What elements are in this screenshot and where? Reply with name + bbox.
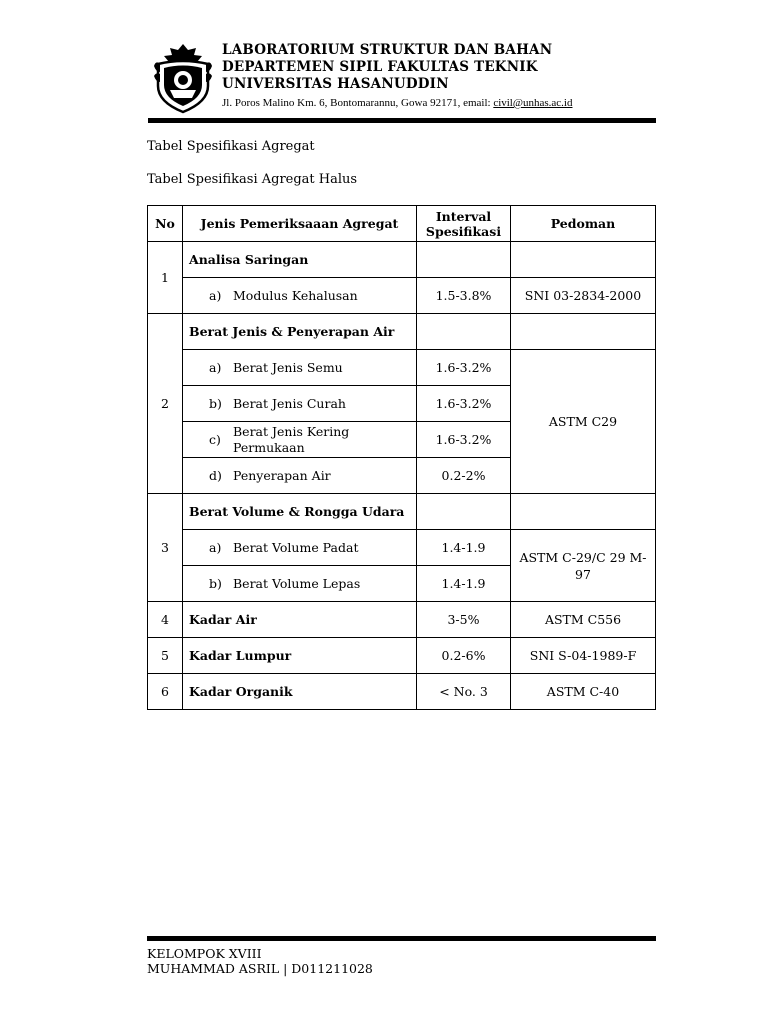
category-title: Kadar Organik [183,674,417,710]
header-divider [148,118,656,123]
row-number: 6 [148,674,183,710]
table-caption: Tabel Spesifikasi Agregat [147,139,315,154]
table-row [148,314,656,350]
table-row [148,350,656,386]
sub-item: a) Modulus Kehalusan [183,278,417,314]
interval-value: 3-5% [417,602,511,638]
table-row [148,242,656,278]
col-no: No [148,206,183,242]
table-row [148,638,656,674]
interval-value: 1.4-1.9 [417,530,511,566]
pedoman-value: ASTM C-29/C 29 M-97 [511,530,656,602]
letterhead [148,40,656,126]
sub-item: a) Berat Jenis Semu [183,350,417,386]
sub-item: d) Penyerapan Air [183,458,417,494]
letterhead-text [222,42,572,110]
table-header-row [148,206,656,242]
table-subcaption: Tabel Spesifikasi Agregat Halus [147,172,358,187]
email-link[interactable]: civil@unhas.ac.id [493,97,573,109]
university-name: UNIVERSITAS HASANUDDIN [222,76,449,92]
category-title: Berat Volume & Rongga Udara [183,494,417,530]
category-title: Kadar Lumpur [183,638,417,674]
table-row [148,602,656,638]
pedoman-value: SNI S-04-1989-F [511,638,656,674]
interval-value: 1.6-3.2% [417,422,511,458]
row-number: 4 [148,602,183,638]
interval-value: 1.5-3.8% [417,278,511,314]
lab-name: LABORATORIUM STRUKTUR DAN BAHAN [222,42,553,58]
department-name: DEPARTEMEN SIPIL FAKULTAS TEKNIK [222,59,538,75]
interval-value: < No. 3 [417,674,511,710]
row-number: 2 [148,314,183,494]
group-label: KELOMPOK XVIII [147,946,262,961]
category-title: Berat Jenis & Penyerapan Air [183,314,417,350]
sub-item: b) Berat Jenis Curah [183,386,417,422]
author-label: MUHAMMAD ASRIL | D011211028 [147,961,373,976]
address [222,96,572,110]
pedoman-value: ASTM C556 [511,602,656,638]
footer [147,946,373,976]
interval-value: 0.2-6% [417,638,511,674]
address-text: Jl. Poros Malino Km. 6, Bontomarannu, Gowa 92171, email: [222,97,494,109]
pedoman-value: SNI 03-2834-2000 [511,278,656,314]
col-pedoman: Pedoman [511,206,656,242]
table-row [148,530,656,566]
spec-table [147,205,656,710]
row-number: 5 [148,638,183,674]
row-number: 3 [148,494,183,602]
category-title: Analisa Saringan [183,242,417,278]
pedoman-value: ASTM C29 [511,350,656,494]
footer-divider [147,936,656,941]
sub-item: b) Berat Volume Lepas [183,566,417,602]
row-number: 1 [148,242,183,314]
category-title: Kadar Air [183,602,417,638]
table-row [148,494,656,530]
col-jenis: Jenis Pemeriksaaan Agregat [183,206,417,242]
university-seal-icon [152,42,214,114]
interval-value: 1.6-3.2% [417,350,511,386]
interval-value: 1.6-3.2% [417,386,511,422]
pedoman-value: ASTM C-40 [511,674,656,710]
sub-item: c) Berat Jenis Kering Permukaan [183,422,417,458]
interval-value: 0.2-2% [417,458,511,494]
table-row [148,674,656,710]
table-row [148,278,656,314]
sub-item: a) Berat Volume Padat [183,530,417,566]
col-interval: Interval Spesifikasi [417,206,511,242]
interval-value: 1.4-1.9 [417,566,511,602]
